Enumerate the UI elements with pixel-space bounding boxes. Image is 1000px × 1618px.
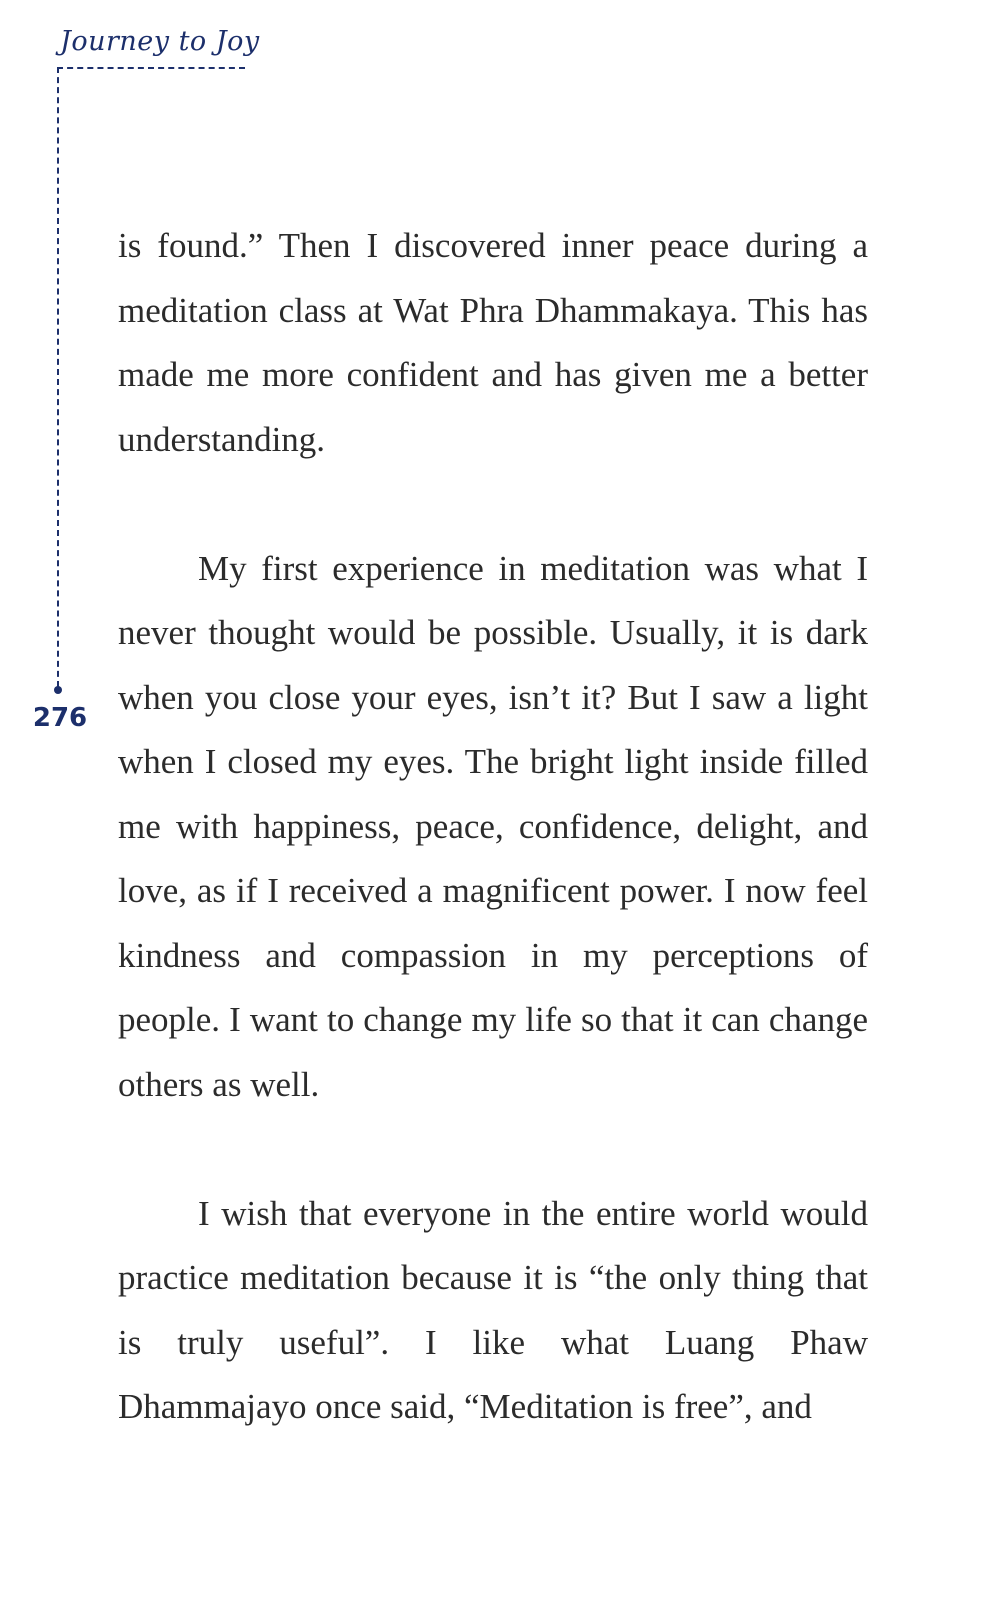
header-dashed-rule <box>57 67 245 69</box>
running-header-title: Journey to Joy <box>60 26 260 57</box>
margin-rule-dot <box>54 686 62 694</box>
paragraph-2: My first experience in meditation was what I never thought would be possible. Usually, it is dark when you close your eyes, isn’t it? But I saw a light when I closed my eyes. The bright light inside filled me with happiness, peace, confidence, delight, and love, as if I received a magnificent power. I now feel kindness and compassion in my perceptions of people. I want to change my life so that it can change others as well. <box>118 548 868 1104</box>
page-number: 276 <box>32 703 88 733</box>
paragraph-3: I wish that everyone in the entire world would practice meditation because it is “the only thing that is truly useful”. I like what Luang Phaw Dhammajayo once said, “Meditation is free”, and <box>118 1193 868 1426</box>
body-text <box>118 214 868 1440</box>
paragraph-1: is found.” Then I discovered inner peace during a meditation class at Wat Phra Dhammakaya. This has made me more confident and has given me a better understanding. <box>118 226 868 459</box>
margin-dashed-rule <box>57 67 59 687</box>
